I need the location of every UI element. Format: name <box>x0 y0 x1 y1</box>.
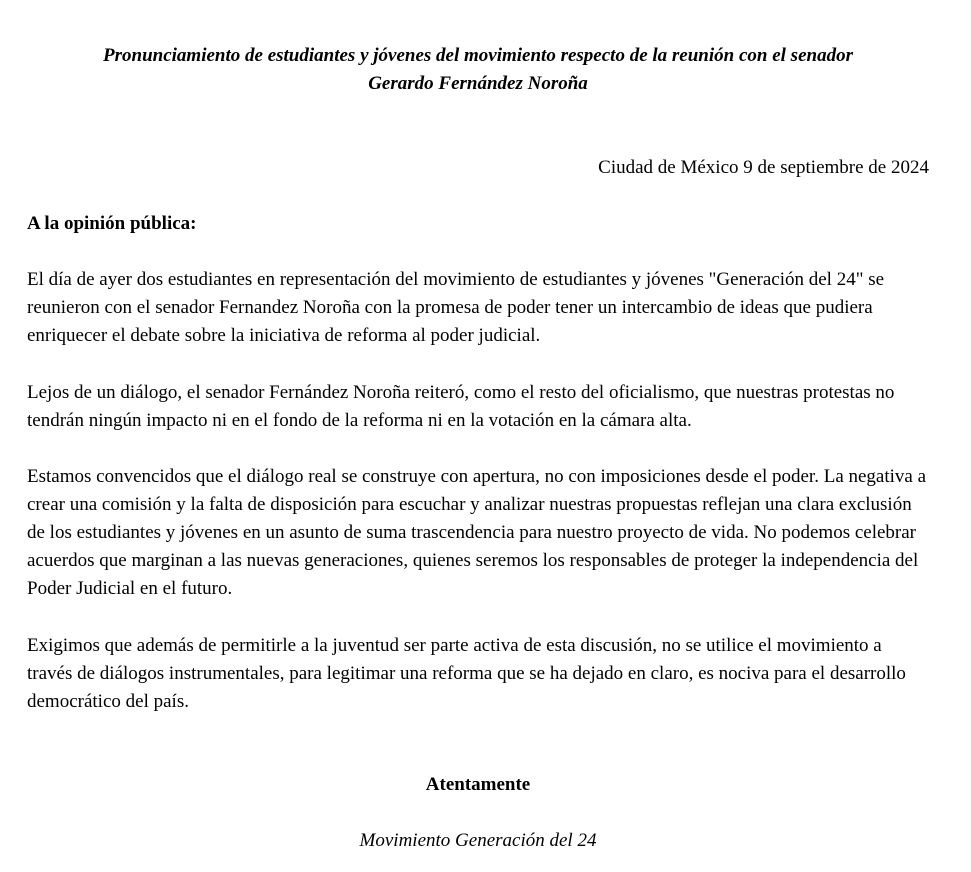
signature: Movimiento Generación del 24 <box>359 830 597 851</box>
paragraph-3: Estamos convencidos que el diálogo real se construye con apertura, no con imposiciones desde el poder. La negativa a crear una comisión y la falta de disposición para escuchar y analizar nuestras propuestas reflejan una clara exclusión de los estudiantes y jóvenes en un asunto de suma trascendencia para nuestro proyecto de vida. No podemos celebrar acuerdos que marginan a las nuevas generaciones, quienes seremos los responsables de proteger la independencia del Poder Judicial en el futuro. <box>27 466 927 599</box>
title-line-1: Pronunciamiento de estudiantes y jóvenes del movimiento respecto de la reunión con el senador <box>103 45 853 66</box>
paragraph-1: El día de ayer dos estudiantes en representación del movimiento de estudiantes y jóvenes "Generación del 24" se reunieron con el senador Fernandez Noroña con la promesa de poder tener un intercambio de ideas que pudiera enriquecer el debate sobre la iniciativa de reforma al poder judicial. <box>27 269 885 346</box>
paragraph-4: Exigimos que además de permitirle a la juventud ser parte activa de esta discusión, no se utilice el movimiento a través de diálogos instrumentales, para legitimar una reforma que se ha dejado en claro, es nociva para el desarrollo democrático del país. <box>27 635 906 712</box>
place-and-date: Ciudad de México 9 de septiembre de 2024 <box>598 157 929 178</box>
paragraph-2: Lejos de un diálogo, el senador Fernández Noroña reiteró, como el resto del oficialismo, que nuestras protestas no tendrán ningún impacto ni en el fondo de la reforma ni en la votación en la cámara alta. <box>27 382 895 431</box>
closing: Atentamente <box>425 774 531 795</box>
document-title <box>27 42 929 98</box>
title-line-2: Gerardo Fernández Noroña <box>368 73 588 94</box>
greeting: A la opinión pública: <box>27 213 197 234</box>
